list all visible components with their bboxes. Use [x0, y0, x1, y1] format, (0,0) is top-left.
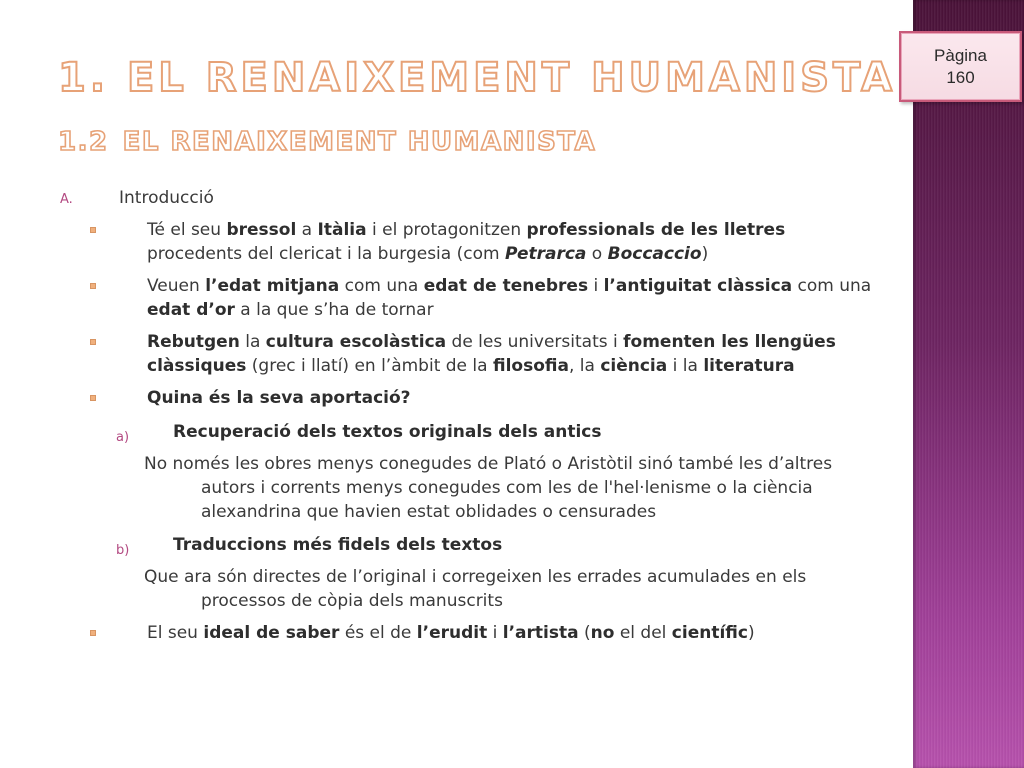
bullet-5-line-1: El seu ideal de saber és el de l’erudit i l’artista (no el del científic) [147, 623, 755, 643]
bullet-icon [90, 339, 96, 345]
contribution-b-line-2: processos de còpia dels manuscrits [201, 591, 503, 611]
contribution-a-line-1: No només les obres menys conegudes de Plató o Aristòtil sinó també les d’altres [144, 454, 833, 474]
bullet-2-line-1: Veuen l’edat mitjana com una edat de tenebres i l’antiguitat clàssica com una [147, 276, 872, 296]
contribution-a-line-3: alexandrina que havien estat oblidades o censurades [201, 502, 657, 522]
page-reference-box [899, 31, 1022, 102]
bullet-icon [90, 630, 96, 636]
contribution-a-heading: Recuperació dels textos originals dels antics [173, 422, 602, 442]
sub-marker-a: a) [116, 430, 130, 445]
bullet-1-line-2: procedents del clericat i la burgesia (com Petrarca o Boccaccio) [147, 244, 709, 264]
sub-marker-b: b) [116, 543, 130, 558]
bullet-4-line-1: Quina és la seva aportació? [147, 388, 411, 408]
bullet-3-line-2: clàssiques (grec i llatí) en l’àmbit de la filosofia, la ciència i la literatura [147, 356, 795, 376]
contribution-b-line-1: Que ara són directes de l’original i corregeixen les errades acumulades en els [144, 567, 807, 587]
subtitle-number: 1.2 [58, 127, 109, 157]
page-number: 160 [946, 67, 975, 87]
section-marker: A. [60, 192, 73, 207]
contribution-b-heading: Traduccions més fidels dels textos [173, 535, 503, 555]
bullet-icon [90, 283, 96, 289]
section-heading: Introducció [119, 188, 214, 208]
bullet-2-line-2: edat d’or a la que s’ha de tornar [147, 300, 434, 320]
decorative-sidebar [913, 0, 1024, 768]
bullet-1-line-1: Té el seu bressol a Itàlia i el protagonitzen professionals de les lletres [147, 220, 786, 240]
subtitle-text: EL RENAIXEMENT HUMANISTA [122, 127, 597, 157]
slide-subtitle [58, 124, 596, 160]
slide-title: 1. EL RENAIXEMENT HUMANISTA [58, 55, 897, 101]
bullet-3-line-1: Rebutgen la cultura escolàstica de les universitats i fomenten les llengües [147, 332, 836, 352]
contribution-a-line-2: autors i corrents menys conegudes com les de l'hel·lenisme o la ciència [201, 478, 813, 498]
bullet-icon [90, 395, 96, 401]
page-label: Pàgina [934, 45, 987, 65]
bullet-icon [90, 227, 96, 233]
